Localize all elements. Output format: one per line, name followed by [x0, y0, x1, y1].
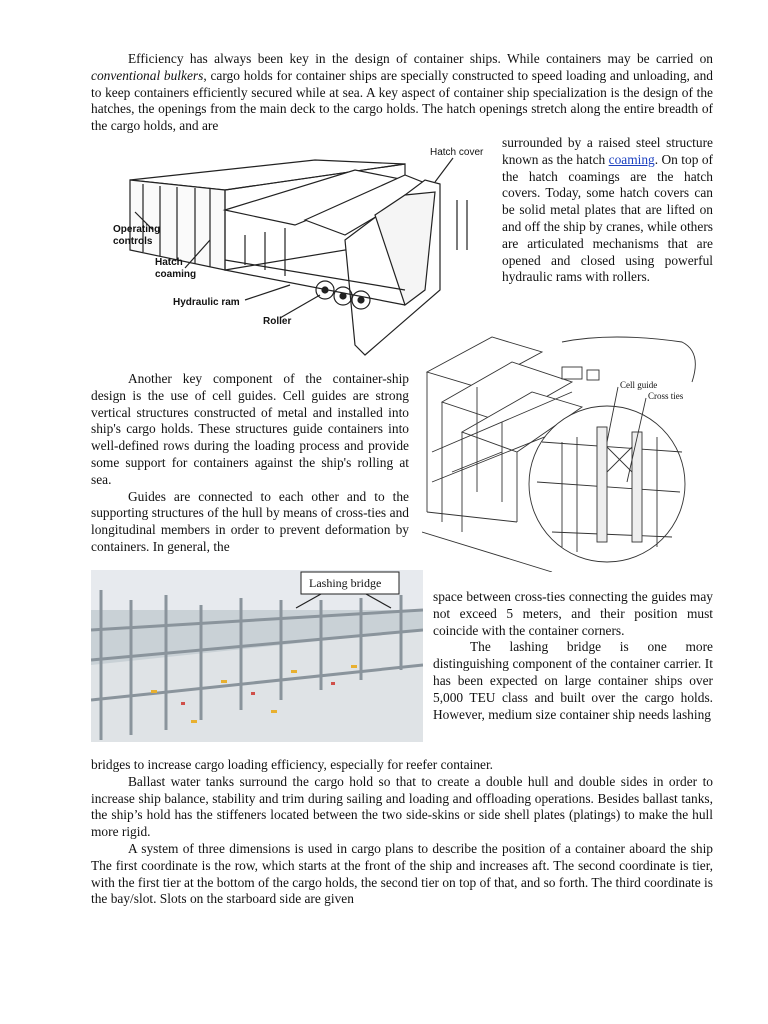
- ballast-tanks-text: Ballast water tanks surround the cargo hold so that to create a double hull and double sides in order to increase ship balance, stability and trim during sailing and loading and offloading operations. Besides ballast tanks, the ship’s hold has the stiffeners located between the two side-skins or side shell plates (platings) to make the hull more rigid.: [91, 773, 713, 840]
- cell-guide-diagram: [422, 332, 714, 572]
- lashing-bridge-photo: [91, 570, 423, 742]
- label-operating-1: Operating: [113, 224, 161, 235]
- intro-italic: conventional bulkers: [91, 67, 204, 83]
- label-hatch-coaming-2: coaming: [155, 269, 197, 280]
- lashing-bridge-continued: bridges to increase cargo loading efficiency, especially for reefer container.: [91, 757, 494, 772]
- guides-connection-text: Guides are connected to each other and to the supporting structures of the hull by means of cross-ties and longitudinal members in order to prevent deformation by containers. In general, the: [91, 488, 409, 554]
- label-hatch-coaming-1: Hatch: [155, 257, 183, 268]
- label-cross-ties: Cross ties: [648, 391, 684, 401]
- intro-text-2: , cargo holds for container ships are specially constructed to speed loading and unloading, and to keep containers efficiently secured while at sea. A key aspect of container ship specialization is the design of the hatches, the openings from the main deck to the cargo holds. The hatch openings stretch along the entire breadth of the cargo holds, and are: [91, 67, 713, 134]
- cross-tie-spacing-text: space between cross-ties connecting the guides may not exceed 5 meters, and their position must coincide with the container corners.: [433, 589, 713, 638]
- label-hatch-cover: Hatch cover: [430, 147, 484, 158]
- paragraph-hatch-coaming: [502, 135, 713, 286]
- coordinate-system-text: A system of three dimensions is used in cargo plans to describe the position of a container aboard the ship The first coordinate is the row, which starts at the front of the ship and increases aft. The second coordinate is tier, with the first tier at the bottom of the cargo holds, the second tier on top of that, and so forth. The third coordinate is the bay/slot. Slots on the starboard side are given: [91, 840, 713, 907]
- hatch-cover-diagram: [105, 140, 497, 360]
- coaming-link[interactable]: coaming: [608, 151, 655, 167]
- coaming-text-2: . On top of the hatch coamings are the hatch covers. Today, some hatch covers can be solid metal plates that are lifted on and off the ship by cranes, while others are articulated mechanisms that are opened and closed using powerful hydraulic rams with rollers.: [502, 151, 713, 285]
- paragraph-bottom: [91, 757, 713, 908]
- label-lashing-bridge: Lashing bridge: [309, 576, 382, 590]
- label-hydraulic-ram: Hydraulic ram: [173, 297, 240, 308]
- label-cell-guide: Cell guide: [620, 380, 658, 390]
- cell-guides-text: Another key component of the container-ship design is the use of cell guides. Cell guides are strong vertical structures constructed of metal and installed into ship's cargo holds. These structures guide containers into well-defined rows during the loading process and provide some support for containers against the ship's rolling at sea.: [91, 371, 409, 487]
- paragraph-lashing-bridge: [433, 589, 713, 723]
- label-roller: Roller: [263, 316, 292, 327]
- lashing-bridge-text: The lashing bridge is one more distinguishing component of the container carrier. It has been expected on large container ships over 5,000 TEU class and built over the cargo holds. However, medium size container ship needs lashing: [433, 639, 713, 722]
- paragraph-cell-guides: [91, 371, 409, 556]
- paragraph-intro: [91, 51, 713, 135]
- intro-text-1: Efficiency has always been key in the design of container ships. While containers may be carried on: [128, 51, 713, 66]
- coaming-text-1: surrounded by a raised steel structure known as the hatch: [502, 135, 713, 167]
- label-operating-2: controls: [113, 236, 153, 247]
